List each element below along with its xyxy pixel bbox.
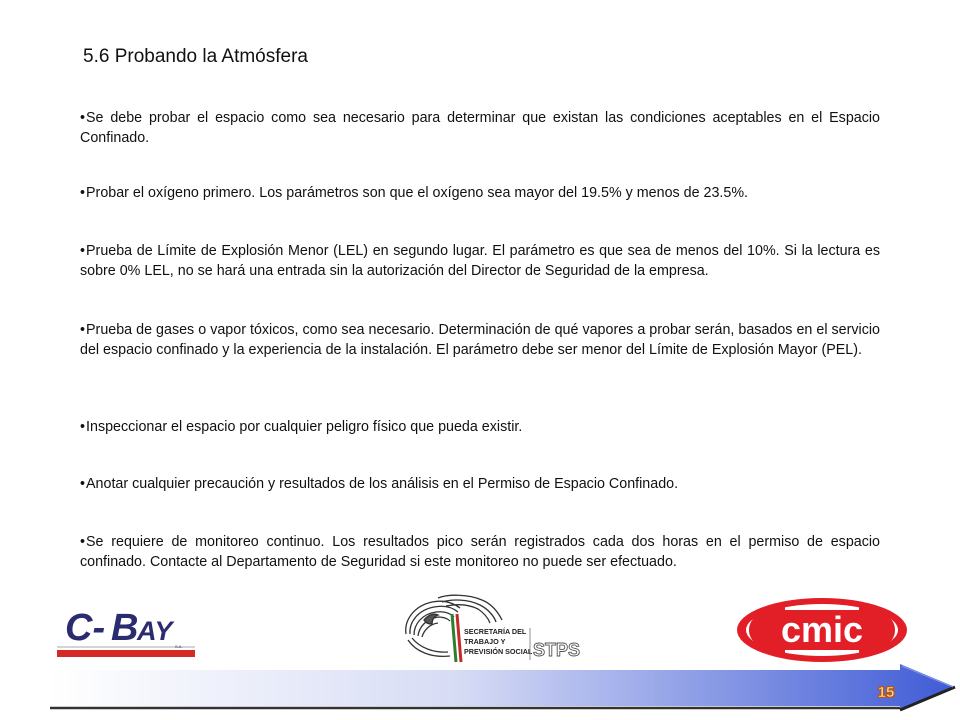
bullet-text: Se debe probar el espacio como sea necesario para determinar que existan las condiciones aceptables en el Espacio Confinado.	[80, 110, 880, 146]
bullet-item	[80, 183, 880, 203]
page-number: 15	[877, 684, 895, 701]
cmic-logo-text: cmic	[780, 609, 864, 650]
bullet-dot: •	[80, 534, 86, 550]
bullet-dot: •	[80, 185, 86, 201]
bullet-text: Se requiere de monitoreo continuo. Los resultados pico serán registrados cada dos horas en el permiso de espacio confinado. Contacte al Departamento de Seguridad si este monitoreo no puede ser efectuado.	[80, 534, 880, 570]
bullet-item	[80, 417, 880, 437]
cbay-logo-ay: AY	[137, 616, 173, 646]
stps-logo-line1: SECRETARÍA DEL	[464, 627, 527, 636]
slide-title: 5.6 Probando la Atmósfera	[83, 46, 308, 67]
bullet-item	[80, 532, 880, 572]
bullet-text: Inspeccionar el espacio por cualquier peligro físico que pueda existir.	[86, 419, 523, 435]
cmic-logo	[735, 596, 910, 664]
bullet-item	[80, 474, 880, 494]
bullet-text: Anotar cualquier precaución y resultados de los análisis en el Permiso de Espacio Confinado.	[86, 476, 679, 492]
bullet-text: Prueba de gases o vapor tóxicos, como sea necesario. Determinación de qué vapores a probar serán, basados en el servicio del espacio confinado y la experiencia de la instalación. El parámetro debe ser menor del Límite de Explosión Mayor (PEL).	[80, 322, 880, 358]
stps-logo-line3: PREVISIÓN SOCIAL	[464, 647, 533, 656]
stps-logo-acronym: STPS	[533, 640, 581, 660]
stps-logo-line2: TRABAJO Y	[464, 637, 506, 646]
bullet-dot: •	[80, 322, 86, 338]
bullet-dot: •	[80, 476, 86, 492]
bullet-text: Prueba de Límite de Explosión Menor (LEL) en segundo lugar. El parámetro es que sea de menos del 10%. Si la lectura es sobre 0% LEL, no se hará una entrada sin la autorización del Director de Seguridad de la empresa.	[80, 243, 880, 279]
bullet-text: Probar el oxígeno primero. Los parámetros son que el oxígeno sea mayor del 19.5% y menos de 23.5%.	[86, 185, 749, 201]
bullet-item	[80, 320, 880, 360]
bullet-item	[80, 108, 880, 148]
bullet-dot: •	[80, 419, 86, 435]
cbay-logo	[55, 598, 200, 662]
stps-logo	[398, 590, 581, 662]
cbay-logo-b: B	[111, 607, 139, 649]
bullet-dot: •	[80, 243, 86, 259]
bullet-item	[80, 241, 880, 281]
bottom-arrow-bar	[50, 660, 960, 720]
cbay-logo-small: S.A.	[175, 644, 183, 649]
cbay-logo-c: C-	[65, 607, 106, 649]
bullet-dot: •	[80, 110, 86, 126]
